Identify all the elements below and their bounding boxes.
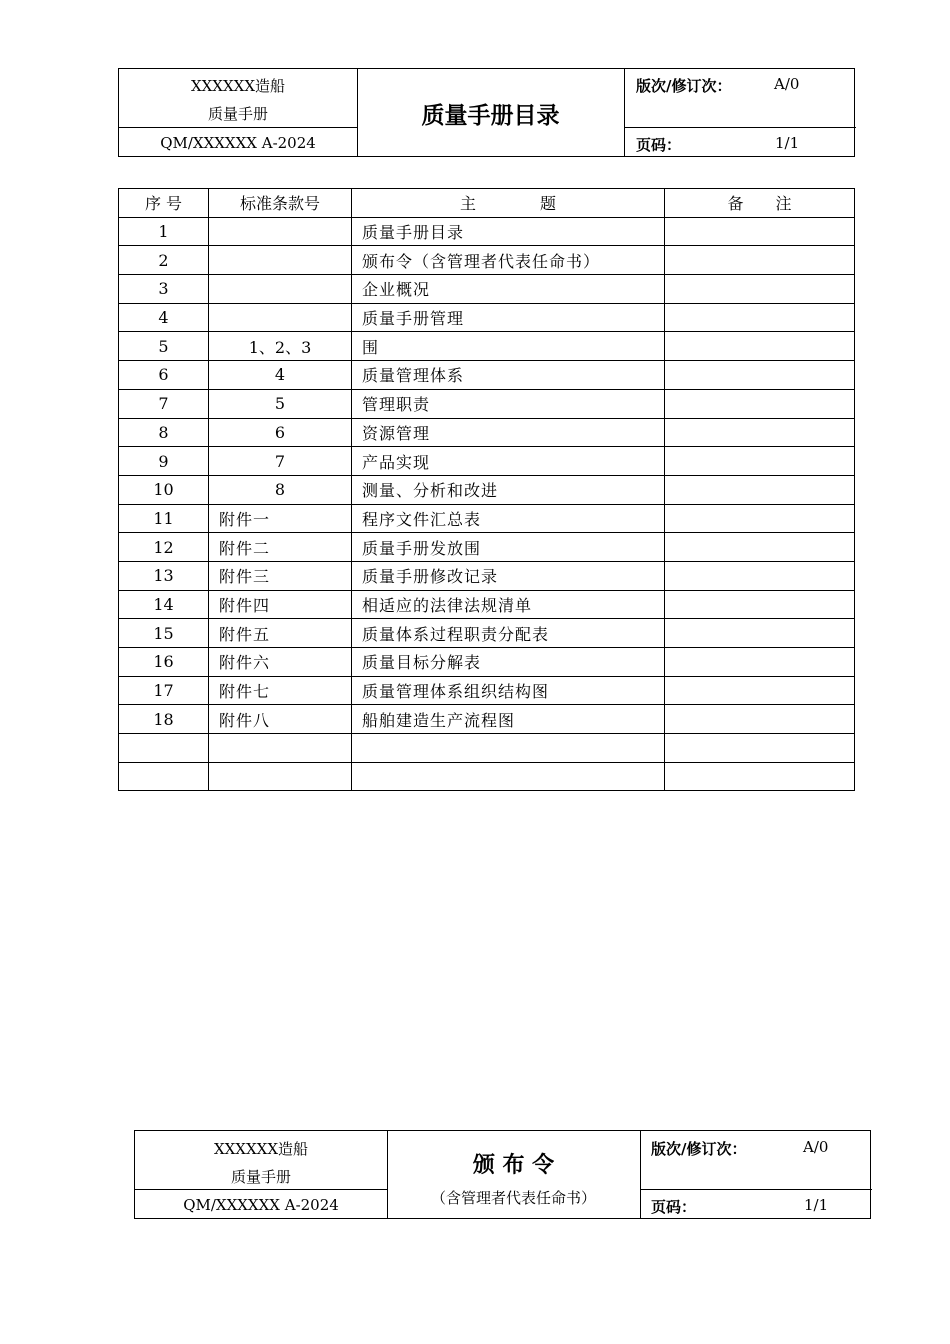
table-row <box>119 361 855 390</box>
column-header-clause: 标准条款号 <box>209 189 352 218</box>
topic-cell: 质量手册目录 <box>352 217 665 246</box>
clause-cell: 附件三 <box>209 561 352 590</box>
table-row <box>119 275 855 304</box>
row-number-cell: 10 <box>119 475 209 504</box>
remarks-cell <box>665 676 855 705</box>
topic-cell: 管理职责 <box>352 389 665 418</box>
row-number-cell: 6 <box>119 361 209 390</box>
remarks-cell <box>665 705 855 734</box>
clause-cell: 5 <box>209 389 352 418</box>
remarks-cell <box>665 447 855 476</box>
table-row <box>119 762 855 791</box>
remarks-cell <box>665 533 855 562</box>
table-row <box>119 504 855 533</box>
table-row <box>119 303 855 332</box>
table-row <box>119 648 855 677</box>
clause-cell <box>209 275 352 304</box>
remarks-cell <box>665 389 855 418</box>
remarks-cell <box>665 217 855 246</box>
row-number-cell: 9 <box>119 447 209 476</box>
clause-cell: 附件二 <box>209 533 352 562</box>
page-label: 页码： <box>636 136 682 154</box>
manual-name-2: 质量手册 <box>230 1168 291 1186</box>
table-row <box>119 217 855 246</box>
topic-cell: 质量手册管理 <box>352 303 665 332</box>
manual-name: 质量手册 <box>207 105 268 123</box>
row-number-cell: 15 <box>119 619 209 648</box>
clause-cell: 附件八 <box>209 705 352 734</box>
topic-cell: 程序文件汇总表 <box>352 504 665 533</box>
topic-cell: 质量体系过程职责分配表 <box>352 619 665 648</box>
row-number-cell <box>119 734 209 763</box>
column-header-topic: 主 题 <box>352 189 665 218</box>
table-row <box>119 533 855 562</box>
remarks-cell <box>665 332 855 361</box>
row-number-cell: 4 <box>119 303 209 332</box>
row-number-cell: 1 <box>119 217 209 246</box>
remarks-cell <box>665 475 855 504</box>
clause-cell: 8 <box>209 475 352 504</box>
remarks-cell <box>665 619 855 648</box>
table-row <box>119 676 855 705</box>
topic-cell: 质量目标分解表 <box>352 648 665 677</box>
clause-cell: 附件五 <box>209 619 352 648</box>
company-name-2: XXXXXX造船 <box>213 1140 309 1158</box>
row-number-cell: 17 <box>119 676 209 705</box>
topic-cell: 产品实现 <box>352 447 665 476</box>
revision-label: 版次/修订次： <box>636 77 732 95</box>
row-number-cell: 12 <box>119 533 209 562</box>
toc-table <box>118 188 855 791</box>
topic-cell <box>352 762 665 791</box>
row-number-cell: 7 <box>119 389 209 418</box>
row-number-cell: 18 <box>119 705 209 734</box>
table-row <box>119 389 855 418</box>
table-row <box>119 619 855 648</box>
company-name: XXXXXX造船 <box>190 77 286 95</box>
row-number-cell: 5 <box>119 332 209 361</box>
document-code-2: QM/XXXXXX A-2024 <box>183 1196 339 1214</box>
clause-cell: 附件六 <box>209 648 352 677</box>
table-row <box>119 332 855 361</box>
table-row <box>119 590 855 619</box>
clause-cell <box>209 762 352 791</box>
remarks-cell <box>665 590 855 619</box>
clause-cell: 附件七 <box>209 676 352 705</box>
clause-cell: 6 <box>209 418 352 447</box>
clause-cell <box>209 217 352 246</box>
clause-cell <box>209 246 352 275</box>
table-row <box>119 447 855 476</box>
topic-cell <box>352 734 665 763</box>
table-row <box>119 246 855 275</box>
page-title: 质量手册目录 <box>421 102 560 129</box>
remarks-cell <box>665 504 855 533</box>
remarks-cell <box>665 734 855 763</box>
topic-cell: 企业概况 <box>352 275 665 304</box>
clause-cell: 附件一 <box>209 504 352 533</box>
topic-cell: 质量管理体系组织结构图 <box>352 676 665 705</box>
remarks-cell <box>665 762 855 791</box>
header-block-1 <box>118 68 855 157</box>
topic-cell: 资源管理 <box>352 418 665 447</box>
remarks-cell <box>665 361 855 390</box>
remarks-cell <box>665 275 855 304</box>
revision-label-2: 版次/修订次： <box>651 1140 747 1158</box>
topic-cell: 质量管理体系 <box>352 361 665 390</box>
revision-value: A/0 <box>774 75 800 93</box>
table-row <box>119 734 855 763</box>
topic-cell: 船舶建造生产流程图 <box>352 705 665 734</box>
section-title: 颁 布 令 <box>472 1152 555 1178</box>
topic-cell: 质量手册发放围 <box>352 533 665 562</box>
clause-cell: 4 <box>209 361 352 390</box>
section-subtitle: （含管理者代表任命书） <box>430 1189 596 1207</box>
row-number-cell: 2 <box>119 246 209 275</box>
table-row <box>119 418 855 447</box>
table-row <box>119 705 855 734</box>
topic-cell: 相适应的法律法规清单 <box>352 590 665 619</box>
clause-cell <box>209 734 352 763</box>
row-number-cell: 14 <box>119 590 209 619</box>
page-value-2: 1/1 <box>804 1196 829 1214</box>
row-number-cell: 11 <box>119 504 209 533</box>
clause-cell <box>209 303 352 332</box>
clause-cell: 7 <box>209 447 352 476</box>
remarks-cell <box>665 561 855 590</box>
row-number-cell <box>119 762 209 791</box>
column-header-number: 序 号 <box>119 189 209 218</box>
document-code: QM/XXXXXX A-2024 <box>160 134 316 152</box>
remarks-cell <box>665 246 855 275</box>
column-header-remarks: 备 注 <box>665 189 855 218</box>
row-number-cell: 8 <box>119 418 209 447</box>
clause-cell: 附件四 <box>209 590 352 619</box>
revision-value-2: A/0 <box>803 1138 829 1156</box>
topic-cell: 围 <box>352 332 665 361</box>
clause-cell: 1、2、3 <box>209 332 352 361</box>
row-number-cell: 16 <box>119 648 209 677</box>
remarks-cell <box>665 303 855 332</box>
topic-cell: 质量手册修改记录 <box>352 561 665 590</box>
page-value: 1/1 <box>775 134 800 152</box>
toc-header-row <box>119 189 855 218</box>
row-number-cell: 13 <box>119 561 209 590</box>
remarks-cell <box>665 648 855 677</box>
row-number-cell: 3 <box>119 275 209 304</box>
header-block-2 <box>134 1130 871 1219</box>
topic-cell: 测量、分析和改进 <box>352 475 665 504</box>
table-row <box>119 475 855 504</box>
table-row <box>119 561 855 590</box>
remarks-cell <box>665 418 855 447</box>
page-label-2: 页码： <box>651 1198 697 1216</box>
topic-cell: 颁布令（含管理者代表任命书） <box>352 246 665 275</box>
